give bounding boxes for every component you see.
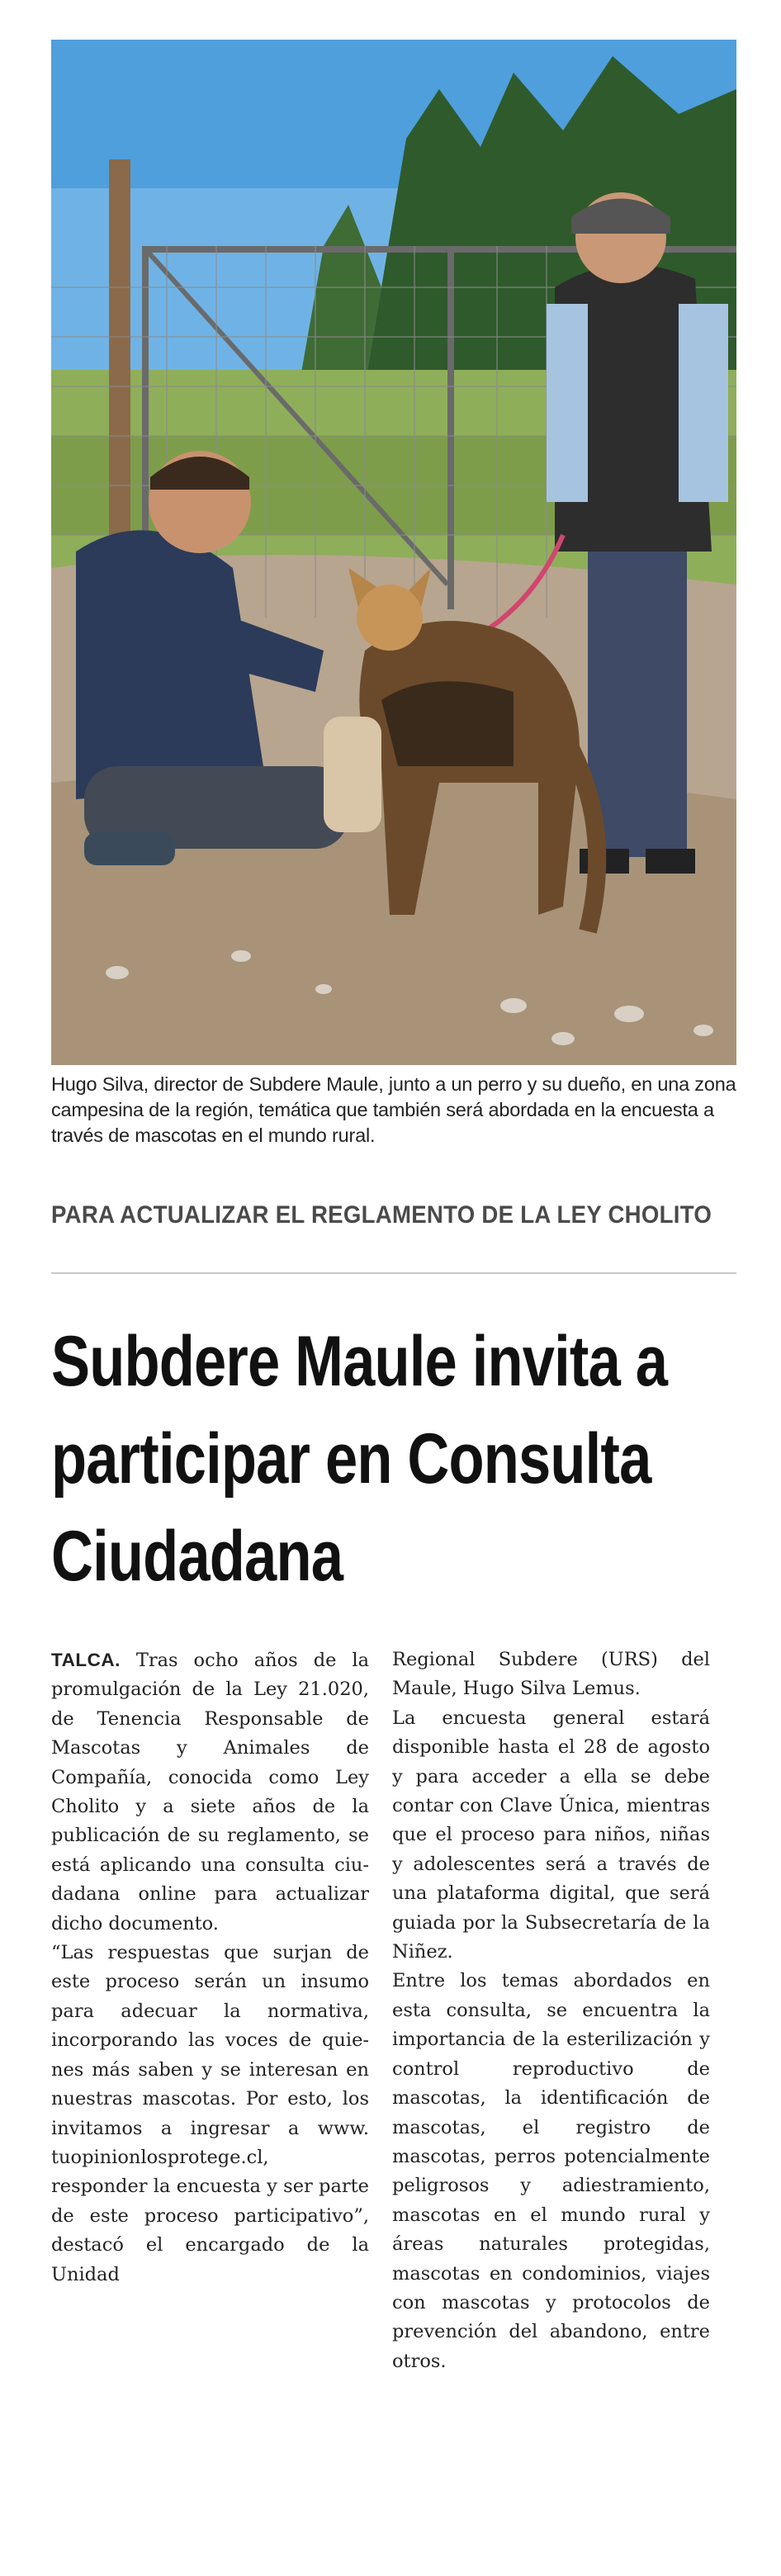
body-paragraph: Regional Subdere (URS) del Maule, Hugo Silva Lemus. (392, 1649, 710, 1700)
article-photo (51, 40, 736, 1065)
article-headline (51, 1313, 668, 1605)
body-text: Tras ocho años de la promulgación de la Ley 21.020, de Tenencia Responsable de Mascotas y Animales de Compañía, conocida como Ley Cholito y a siete años de la publicación de su reglamento, se está aplicando una consulta ciudadana online para actualizar dicho documento. (51, 1650, 370, 1934)
dateline: TALCA. (51, 1650, 121, 1670)
headline-line: Ciudadana (51, 1517, 343, 1596)
body-paragraph (51, 1646, 369, 1939)
body-paragraph: “Las respuestas que surjan de este proceso serán un insumo para adecuar la normativa, incorporando las voces de quienes más saben y se interesan en nuestras mascotas. Por esto, los invitamos a ingresar a www. tuopinionlosprotege.cl, responder la encuesta y ser parte de este proceso participativo”, destacó el encargado de la Unidad (51, 1942, 369, 2285)
divider (51, 1272, 736, 1274)
body-column-right (392, 1646, 710, 2376)
body-paragraph: Entre los temas abordados en esta consulta, se encuentra la importancia de la esterilización y control reproductivo de mascotas, la identificación de mascotas, el registro de mascotas, perros potencialmente peligrosos y adiestramiento, mascotas en el mundo rural y áreas naturales protegidas, mascotas en condominios, viajes con mascotas y protocolos de prevención del abandono, entre otros. (392, 1970, 710, 2372)
photo-caption: Hugo Silva, director de Subdere Maule, junto a un perro y su dueño, en una zona campesina de la región, temática que también será abordada en la encuesta a través de mascotas en el mundo rural. (51, 1073, 736, 1146)
body-column-left (51, 1646, 369, 2290)
headline-line: Subdere Maule invita a (51, 1322, 668, 1401)
headline-line: participar en Consulta (51, 1419, 651, 1499)
article-kicker: PARA ACTUALIZAR EL REGLAMENTO DE LA LEY CHOLITO (51, 1201, 712, 1229)
photo-illustration (51, 40, 736, 1065)
body-paragraph: La encuesta general estará disponible hasta el 28 de agosto y para acceder a ella se debe contar con Clave Única, mientras que el proceso para niños, niñas y adolescentes será a través de una plataforma digital, que será guiada por la Subsecretaría de la Niñez. (392, 1707, 710, 1963)
